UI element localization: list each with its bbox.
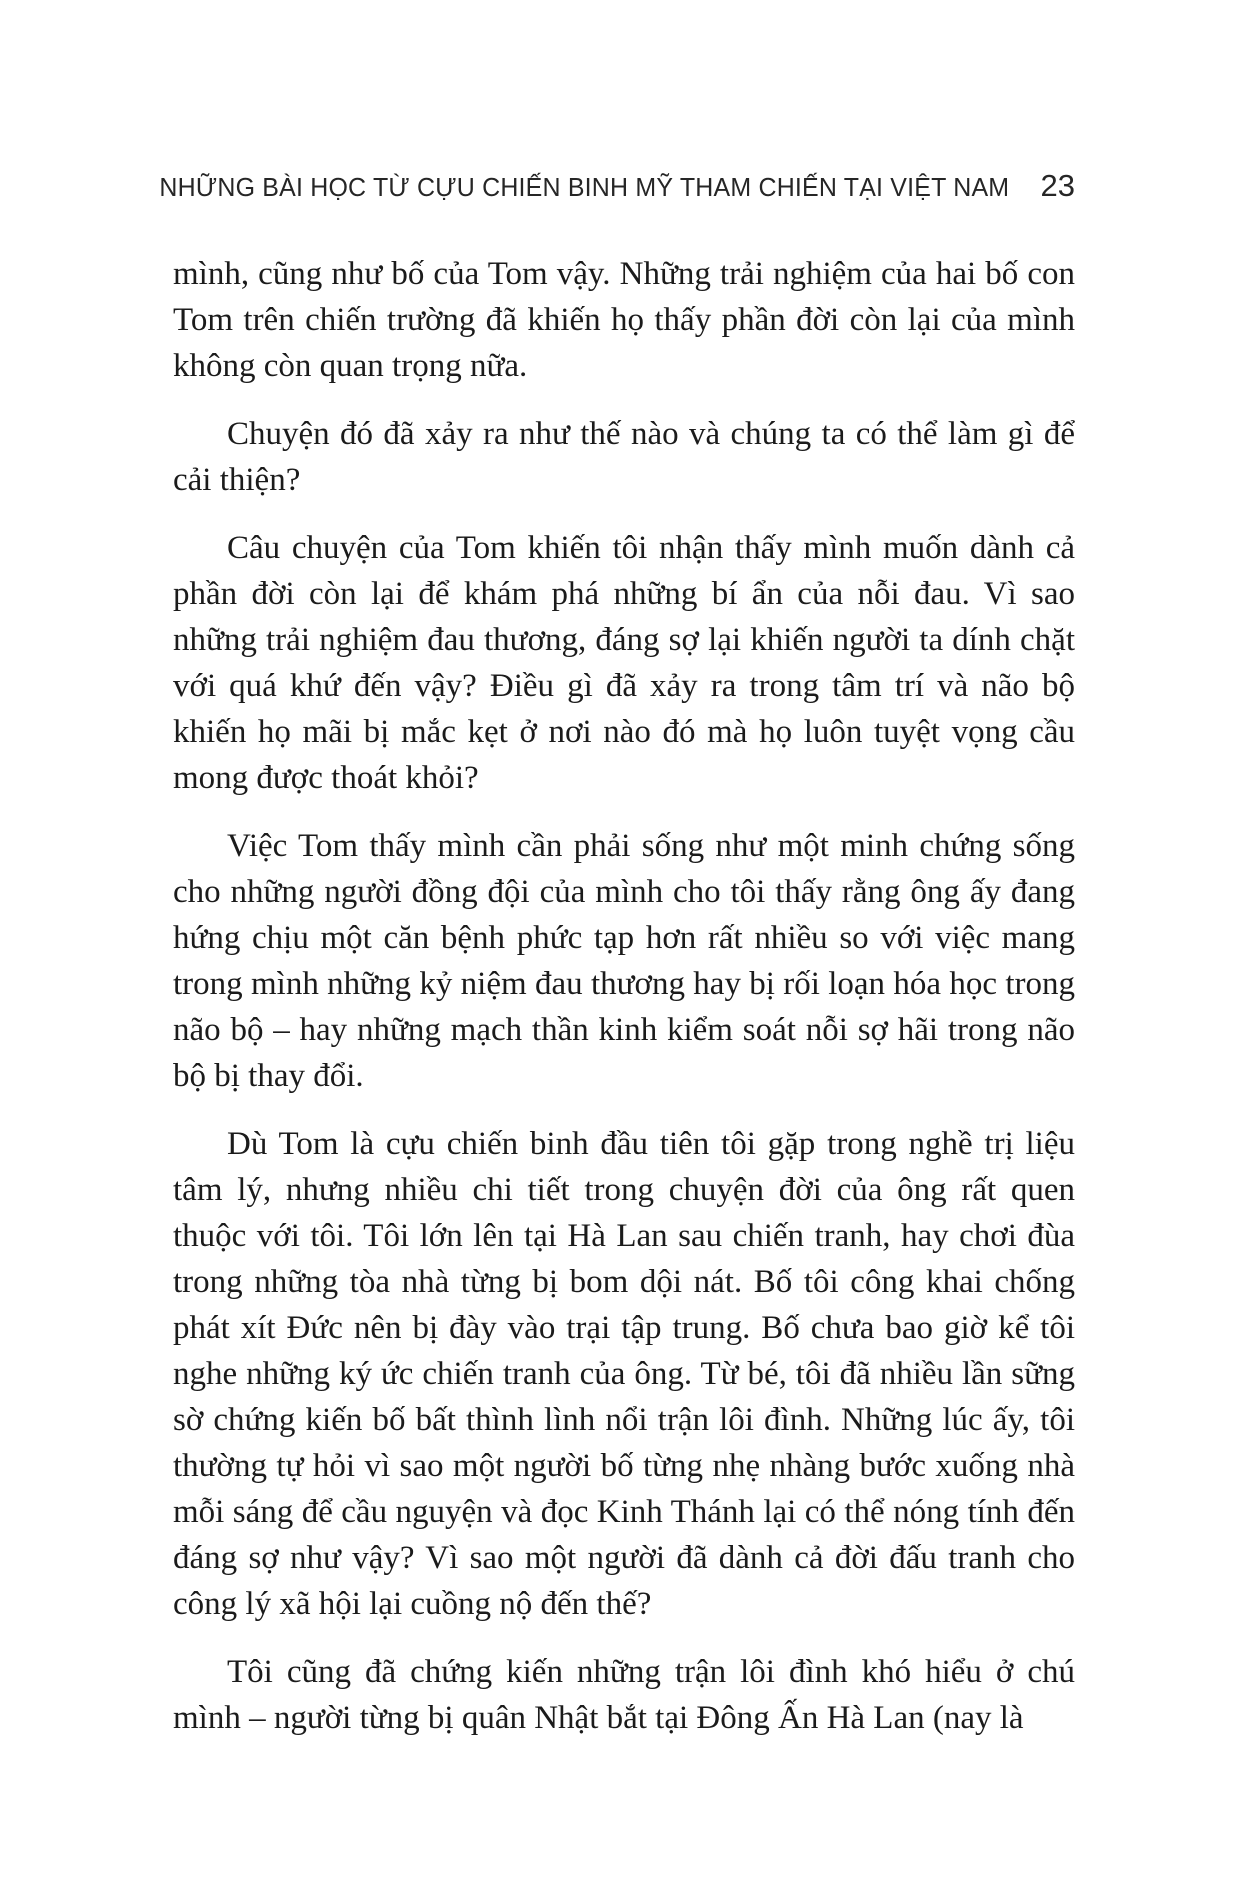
page-number: 23 (1040, 168, 1075, 203)
body-paragraph: Dù Tom là cựu chiến binh đầu tiên tôi gặp trong nghề trị liệu tâm lý, nhưng nhiều chi tiết trong chuyện đời của ông rất quen thuộc với tôi. Tôi lớn lên tại Hà Lan sau chiến tranh, hay chơi đùa trong những tòa nhà từng bị bom dội nát. Bố tôi công khai chống phát xít Đức nên bị đày vào trại tập trung. Bố chưa bao giờ kể tôi nghe những ký ức chiến tranh của ông. Từ bé, tôi đã nhiều lần sững sờ chứng kiến bố bất thình lình nổi trận lôi đình. Những lúc ấy, tôi thường tự hỏi vì sao một người bố từng nhẹ nhàng bước xuống nhà mỗi sáng để cầu nguyện và đọc Kinh Thánh lại có thể nóng tính đến đáng sợ như vậy? Vì sao một người đã dành cả đời đấu tranh cho công lý xã hội lại cuồng nộ đến thế? (173, 1126, 1075, 1622)
body-paragraph: Câu chuyện của Tom khiến tôi nhận thấy mình muốn dành cả phần đời còn lại để khám phá những bí ẩn của nỗi đau. Vì sao những trải nghiệm đau thương, đáng sợ lại khiến người ta dính chặt với quá khứ đến vậy? Điều gì đã xảy ra trong tâm trí và não bộ khiến họ mãi bị mắc kẹt ở nơi nào đó mà họ luôn tuyệt vọng cầu mong được thoát khỏi? (173, 530, 1075, 796)
body-paragraph: Việc Tom thấy mình cần phải sống như một minh chứng sống cho những người đồng đội của mình cho tôi thấy rằng ông ấy đang hứng chịu một căn bệnh phức tạp hơn rất nhiều so với việc mang trong mình những kỷ niệm đau thương hay bị rối loạn hóa học trong não bộ – hay những mạch thần kinh kiểm soát nỗi sợ hãi trong não bộ bị thay đổi. (173, 828, 1075, 1094)
body-paragraph: mình, cũng như bố của Tom vậy. Những trải nghiệm của hai bố con Tom trên chiến trường đã khiến họ thấy phần đời còn lại của mình không còn quan trọng nữa. (173, 256, 1075, 384)
running-header (159, 168, 1075, 204)
body-paragraph: Tôi cũng đã chứng kiến những trận lôi đình khó hiểu ở chú mình – người từng bị quân Nhật bắt tại Đông Ấn Hà Lan (nay là (173, 1654, 1075, 1736)
running-header-title: NHỮNG BÀI HỌC TỪ CỰU CHIẾN BINH MỸ THAM CHIẾN TẠI VIỆT NAM (159, 172, 1010, 202)
body-text (173, 251, 1075, 1763)
body-paragraph: Chuyện đó đã xảy ra như thế nào và chúng ta có thể làm gì để cải thiện? (173, 416, 1075, 498)
